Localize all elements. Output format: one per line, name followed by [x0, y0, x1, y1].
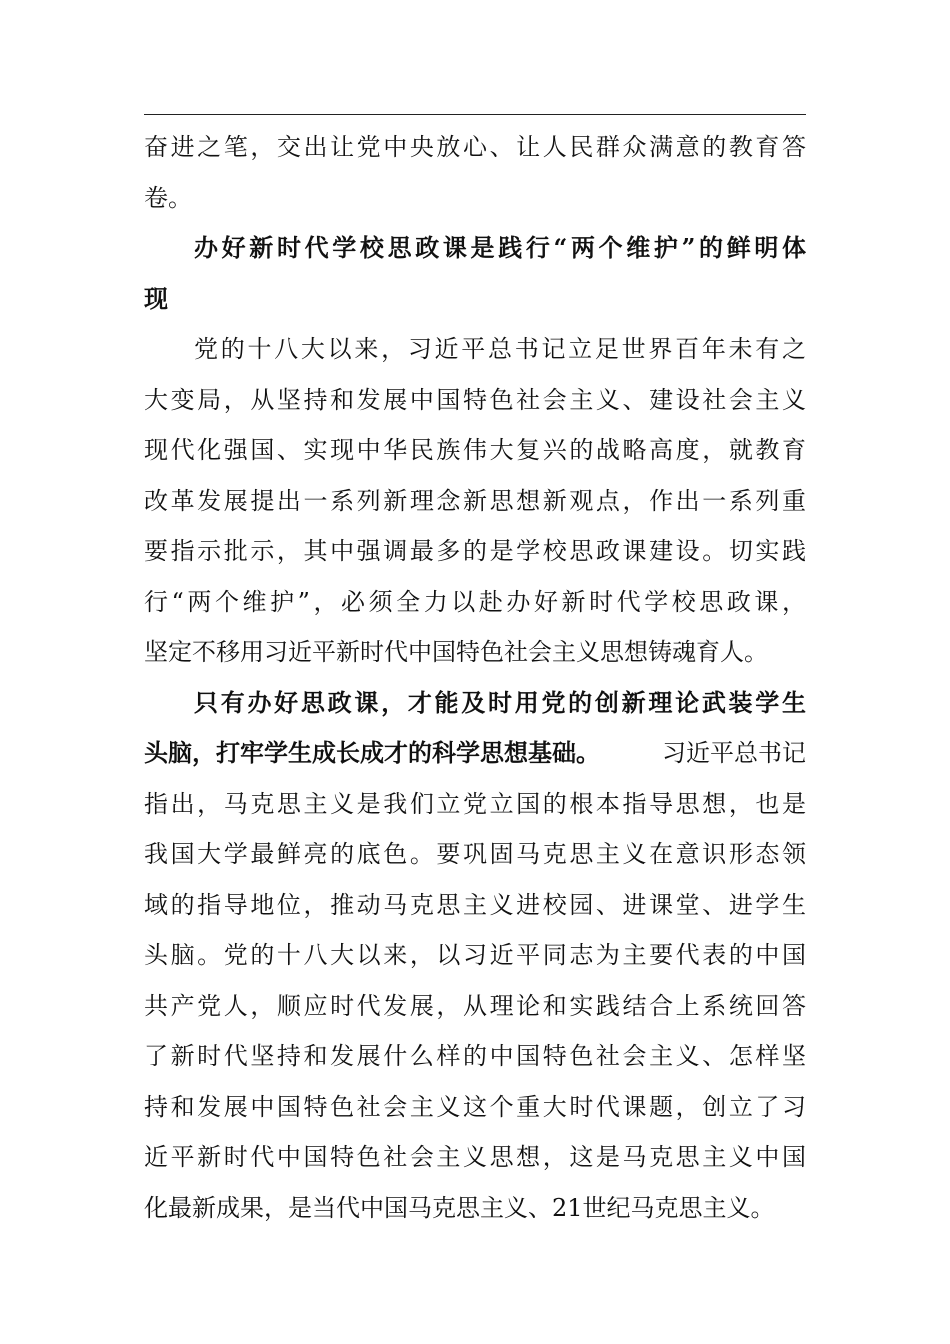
- lead-sentence: 只有办好思政课，才能及时用党的创新理论武装学生: [194, 687, 806, 717]
- section-heading: 办好新时代学校思政课是践行“两个维护”的鲜明体: [194, 233, 806, 262]
- text-line: 近平新时代中国特色社会主义思想，这是马克思主义中国: [144, 1143, 806, 1171]
- text-line: 共产党人，顺应时代发展，从理论和实践结合上系统回答: [144, 991, 806, 1020]
- text-line: 改革发展提出一系列新理念新思想新观点，作出一系列重: [144, 486, 806, 515]
- text-line: 卷。: [144, 183, 192, 212]
- text-line: 化最新成果，是当代中国马克思主义、21世纪马克思主义。: [144, 1193, 775, 1222]
- text-line: 奋进之笔，交出让党中央放心、让人民群众满意的教育答: [144, 133, 806, 161]
- text-line: 行“两个维护”，必须全力以赴办好新时代学校思政课，: [144, 587, 806, 616]
- text-line: 持和发展中国特色社会主义这个重大时代课题，创立了习: [144, 1092, 806, 1121]
- text-line: 了新时代坚持和发展什么样的中国特色社会主义、怎样坚: [144, 1042, 806, 1070]
- document-body: [144, 122, 806, 1233]
- text-fragment: 习近平总书记: [662, 739, 806, 767]
- text-line: 坚定不移用习近平新时代中国特色社会主义思想铸魂育人。: [144, 638, 768, 666]
- text-line: 现代化强国、实现中华民族伟大复兴的战略高度，就教育: [144, 436, 806, 464]
- text-line: 头脑。党的十八大以来，以习近平同志为主要代表的中国: [144, 941, 806, 969]
- header-rule: [144, 114, 806, 115]
- text-line: 域的指导地位，推动马克思主义进校园、进课堂、进学生: [144, 890, 806, 919]
- section-heading-cont: 现: [144, 283, 168, 313]
- mixed-line: [144, 728, 806, 779]
- text-line: 指出，马克思主义是我们立党立国的根本指导思想，也是: [144, 789, 806, 818]
- text-line: 我国大学最鲜亮的底色。要巩固马克思主义在意识形态领: [144, 840, 806, 868]
- lead-sentence-end: 头脑，打牢学生成长成才的科学思想基础。: [144, 738, 600, 767]
- text-line: 党的十八大以来，习近平总书记立足世界百年未有之: [194, 335, 806, 363]
- text-line: 要指示批示，其中强调最多的是学校思政课建设。切实践: [144, 537, 806, 565]
- text-line: 大变局，从坚持和发展中国特色社会主义、建设社会主义: [144, 385, 806, 414]
